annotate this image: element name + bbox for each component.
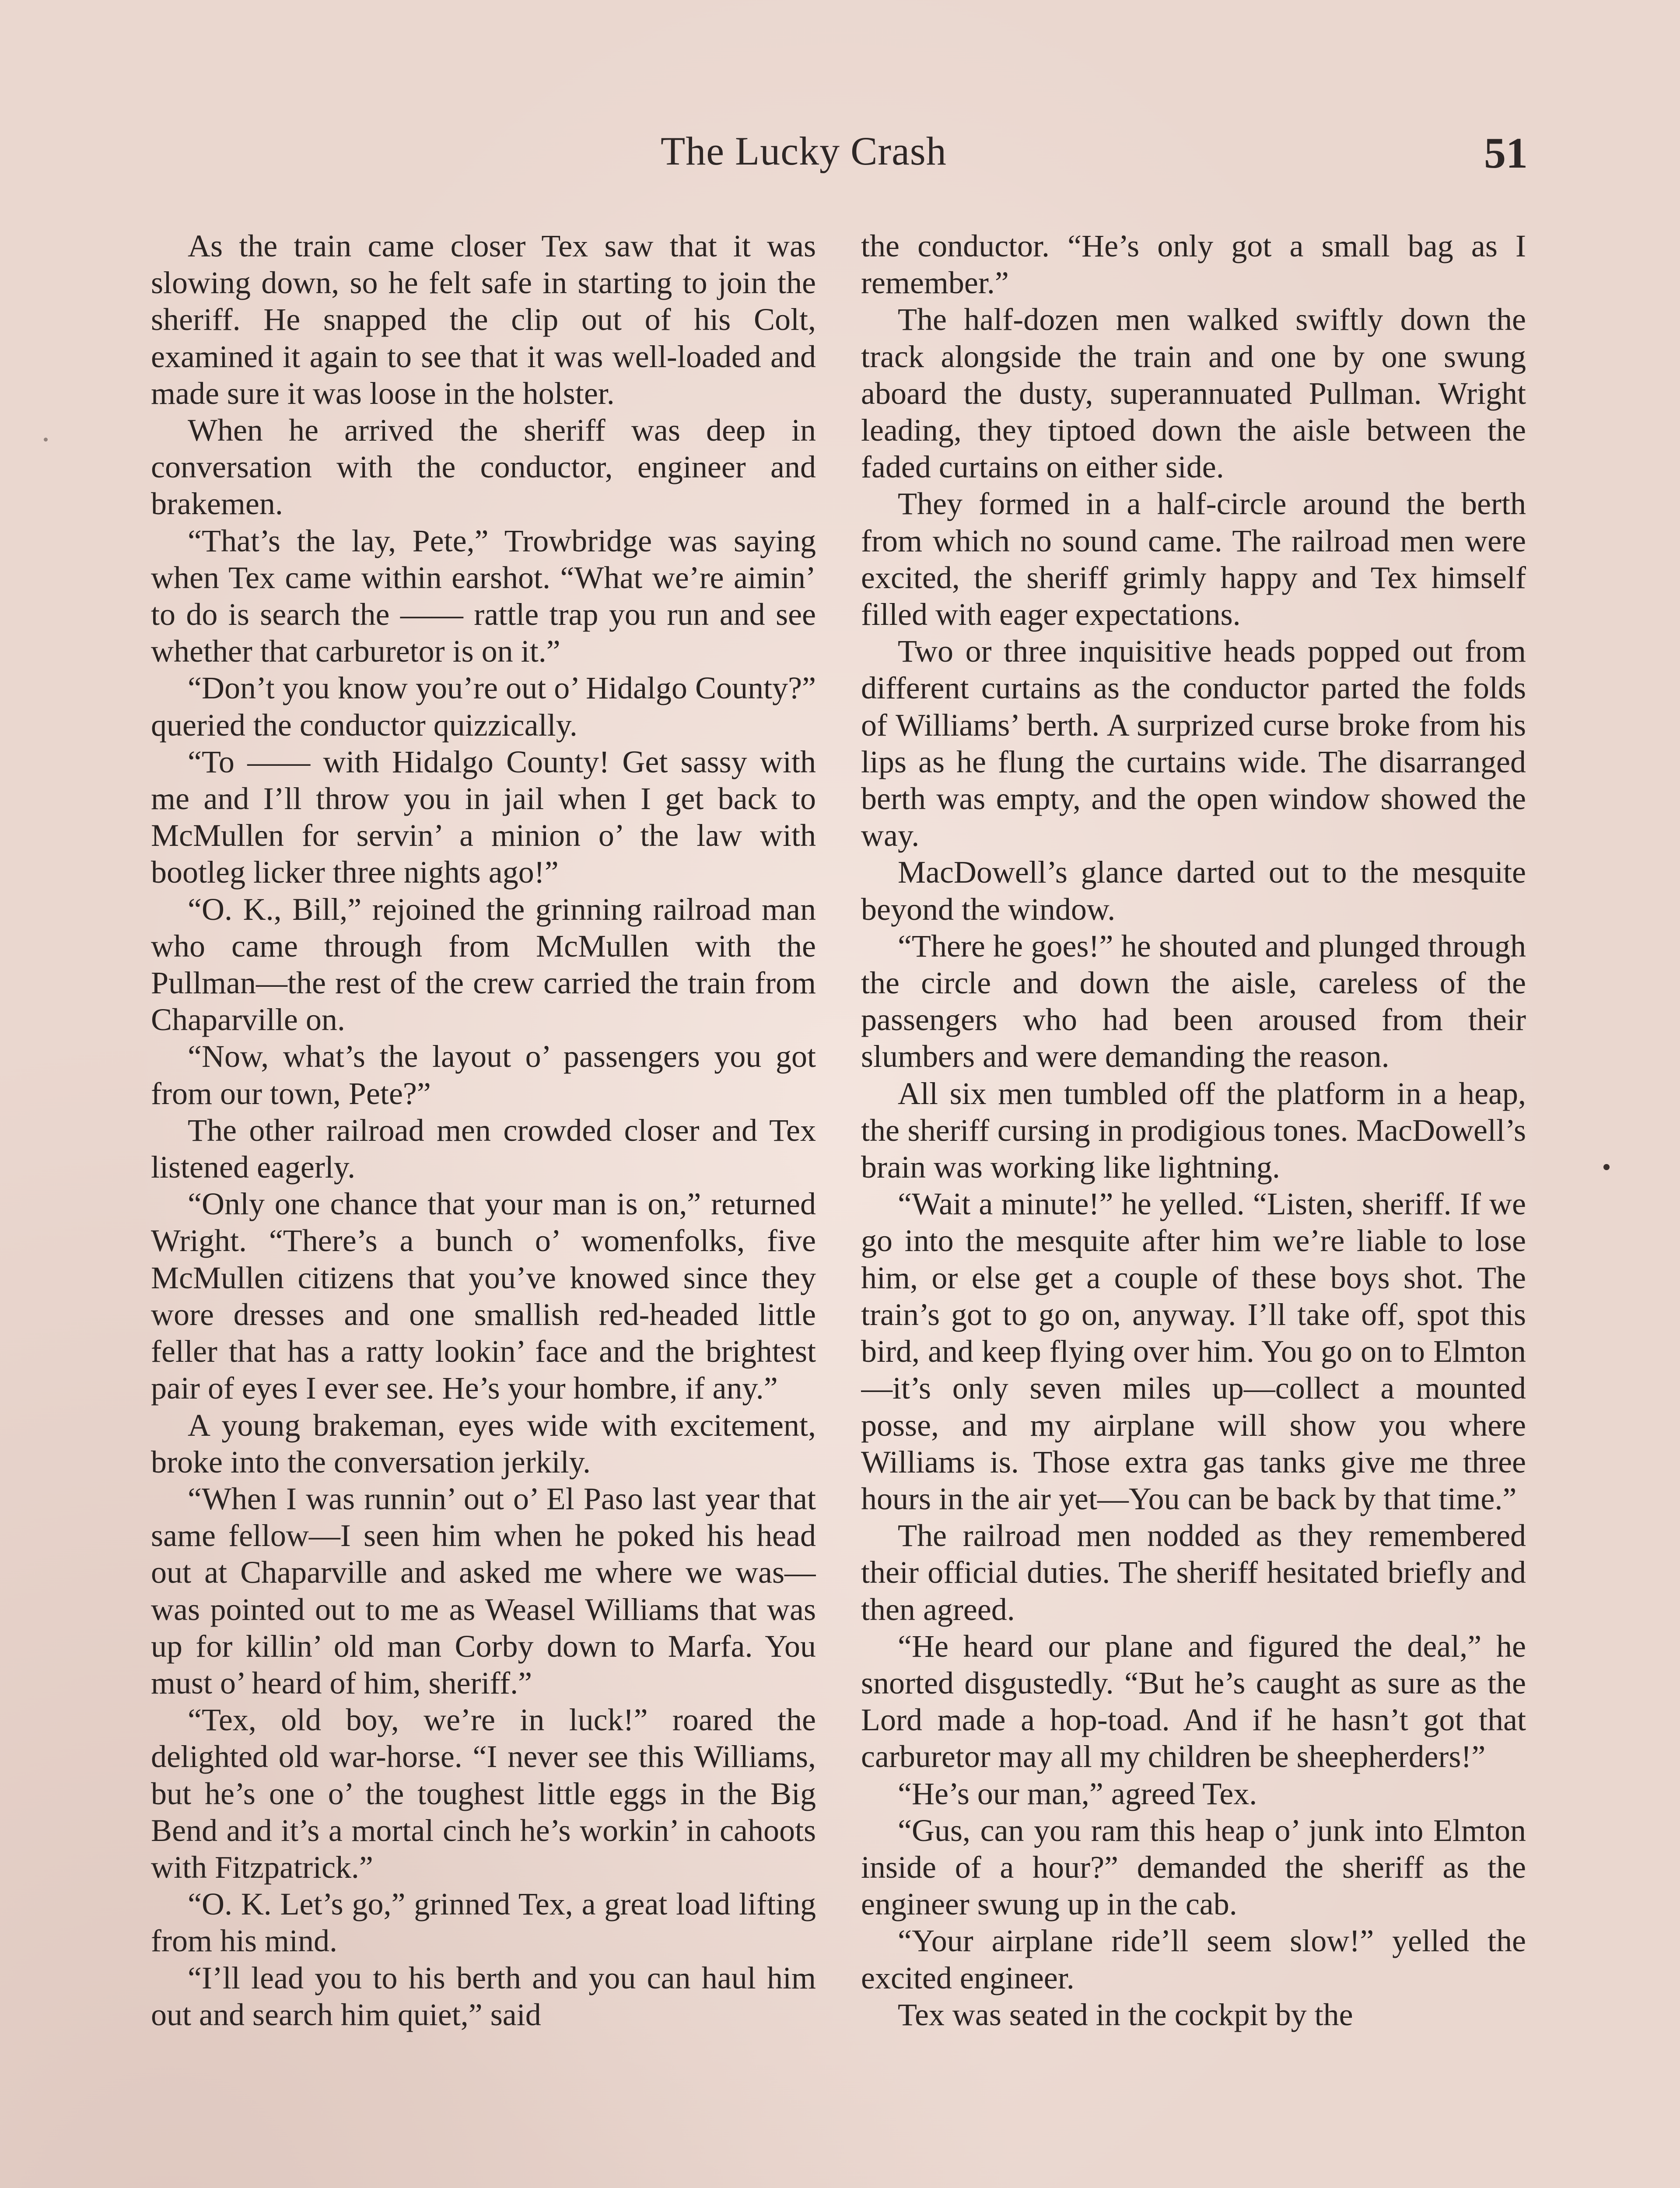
paragraph: “That’s the lay, Pete,” Trowbridge was saying when Tex came within earshot. “What we’re aimin’ to do is search the —— rattle trap you run and see whether that carburetor is on it.” xyxy=(151,523,816,669)
paragraph: A young brakeman, eyes wide with excitement, broke into the conversation jerkily. xyxy=(151,1407,816,1480)
paragraph: The railroad men nodded as they remembered their official duties. The sheriff hesitated briefly and then agreed. xyxy=(861,1518,1526,1627)
paragraph: “Tex, old boy, we’re in luck!” roared the delighted old war-horse. “I never see this Williams, but he’s one o’ the toughest little eggs in the Big Bend and it’s a mortal cinch he’s workin’ in cahoots with Fitzpatrick.” xyxy=(151,1702,816,1885)
left-text-column xyxy=(151,228,816,2188)
paragraph: “I’ll lead you to his berth and you can haul him out and search him quiet,” said xyxy=(151,1960,816,2032)
paragraph: “He’s our man,” agreed Tex. xyxy=(898,1776,1257,1811)
paragraph: the conductor. “He’s only got a small bag as I remember.” xyxy=(861,228,1526,301)
paragraph: “He heard our plane and figured the deal,” he snorted disgustedly. “But he’s caught as sure as the Lord made a hop-toad. And if he hasn’t got that carburetor may all my children be sheepherders!” xyxy=(861,1628,1526,1774)
paragraph: They formed in a half-circle around the berth from which no sound came. The railroad men were excited, the sheriff grimly happy and Tex himself filled with eager expectations. xyxy=(861,486,1526,632)
paragraph: “Your airplane ride’ll seem slow!” yelled the excited engineer. xyxy=(861,1923,1526,1995)
paragraph: MacDowell’s glance darted out to the mesquite beyond the window. xyxy=(861,855,1526,927)
paragraph: All six men tumbled off the platform in a heap, the sheriff cursing in prodigious tones. MacDowell’s brain was working like lightning. xyxy=(861,1076,1526,1185)
paragraph: “O. K. Let’s go,” grinned Tex, a great load lifting from his mind. xyxy=(151,1886,816,1959)
paragraph: “There he goes!” he shouted and plunged through the circle and down the aisle, careless of the passengers who had been aroused from their slumbers and were demanding the reason. xyxy=(861,928,1526,1074)
right-text-column xyxy=(861,228,1526,2188)
paragraph: “Gus, can you ram this heap o’ junk into Elmton inside of a hour?” demanded the sheriff as the engineer swung up in the cab. xyxy=(861,1813,1526,1922)
running-head-title: The Lucky Crash xyxy=(661,129,947,173)
paragraph: “Now, what’s the layout o’ passengers you got from our town, Pete?” xyxy=(151,1039,816,1111)
paragraph: When he arrived the sheriff was deep in conversation with the conductor, engineer and brakemen. xyxy=(151,413,816,522)
paragraph: The other railroad men crowded closer and Tex listened eagerly. xyxy=(151,1112,816,1185)
page-number: 51 xyxy=(1484,129,1528,177)
paragraph: “Only one chance that your man is on,” returned Wright. “There’s a bunch o’ womenfolks, five McMullen citizens that you’ve knowed since they wore dresses and one smallish red-headed little feller that has a ratty lookin’ face and the brightest pair of eyes I ever see. He’s your hombre, if any.” xyxy=(151,1186,816,1406)
paragraph: Tex was seated in the cockpit by the xyxy=(898,1997,1353,2032)
paragraph: “When I was runnin’ out o’ El Paso last year that same fellow—I seen him when he poked his head out at Chaparville and asked me where we was—was pointed out to me as Weasel Williams that was up for killin’ old man Corby down to Marfa. You must o’ heard of him, sheriff.” xyxy=(151,1481,816,1701)
paragraph: As the train came closer Tex saw that it was slowing down, so he felt safe in starting to join the sheriff. He snapped the clip out of his Colt, examined it again to see that it was well-loaded and made sure it was loose in the holster. xyxy=(151,228,816,411)
print-speck xyxy=(1603,1164,1610,1170)
paragraph: The half-dozen men walked swiftly down the track alongside the train and one by one swung aboard the dusty, superannuated Pullman. Wright leading, they tiptoed down the aisle between the faded curtains on either side. xyxy=(861,302,1526,485)
paragraph: “Don’t you know you’re out o’ Hidalgo County?” queried the conductor quizzically. xyxy=(151,670,816,743)
paragraph: “O. K., Bill,” rejoined the grinning railroad man who came through from McMullen with the Pullman—the rest of the crew carried the train from Chaparville on. xyxy=(151,891,816,1038)
paragraph: Two or three inquisitive heads popped out from different curtains as the conductor parted the folds of Williams’ berth. A surprized curse broke from his lips as he flung the curtains wide. The disarranged berth was empty, and the open window showed the way. xyxy=(861,634,1526,853)
print-speck xyxy=(44,438,48,442)
paragraph: “To —— with Hidalgo County! Get sassy with me and I’ll throw you in jail when I get back to McMullen for servin’ a minion o’ the law with bootleg licker three nights ago!” xyxy=(151,744,816,890)
paragraph: “Wait a minute!” he yelled. “Listen, sheriff. If we go into the mesquite after him we’re liable to lose him, or else get a couple of these boys shot. The train’s got to go on, anyway. I’ll take off, spot this bird, and keep flying over him. You go on to Elmton—it’s only seven miles up—collect a mounted posse, and my airplane will show you where Williams is. Those extra gas tanks give me three hours in the air yet—You can be back by that time.” xyxy=(861,1186,1526,1516)
